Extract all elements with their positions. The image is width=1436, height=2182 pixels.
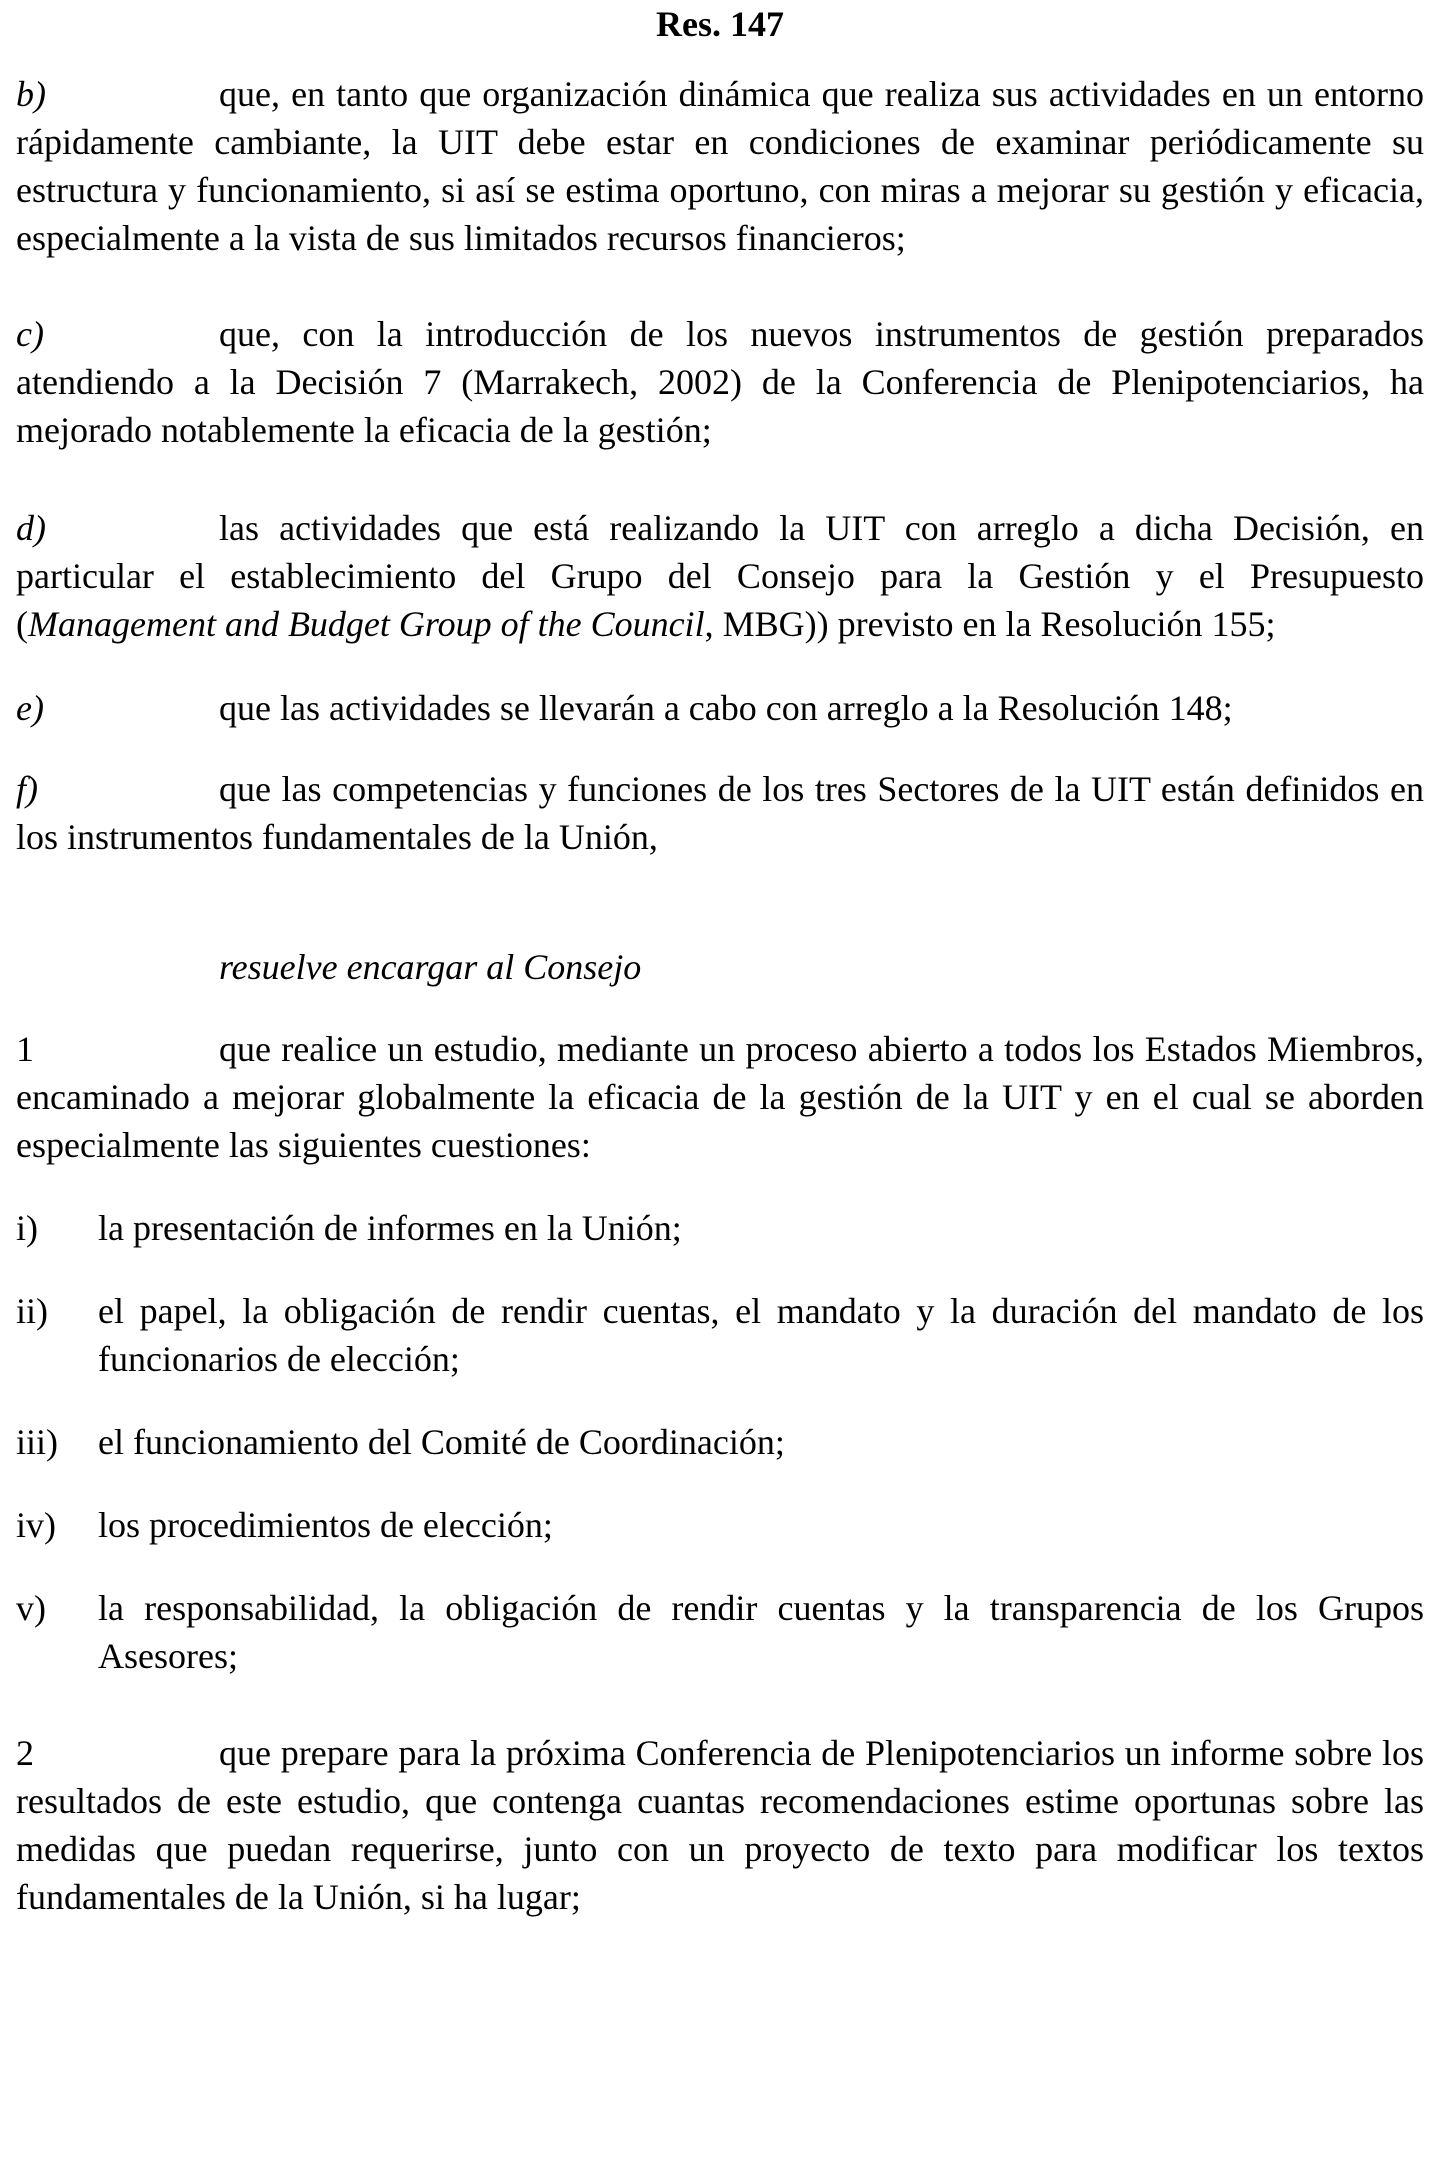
issue-number: v) [16, 1588, 46, 1628]
issue-item-ii [16, 1287, 1424, 1383]
issues-list [16, 1204, 1424, 1680]
considering-c-text: que, con la introducción de los nuevos instrumentos de gestión preparados atendiendo a la Decisión 7 (Marrakech, 2002) de la Conferencia de Plenipotenciarios, ha mejorado notablemente la eficacia de la gestión; [16, 314, 1424, 450]
considering-d [16, 504, 1424, 648]
considering-d-text-italic: Management and Budget Group of the Council [28, 604, 705, 644]
resolves-1 [16, 1025, 1424, 1169]
issue-number: iii) [16, 1422, 58, 1462]
considering-e-text: que las actividades se llevarán a cabo con arreglo a la Resolución 148; [219, 688, 1233, 728]
considering-f [16, 765, 1424, 861]
document-page [16, 0, 1424, 1921]
resolves-1-text: que realice un estudio, mediante un proceso abierto a todos los Estados Miembros, encaminado a mejorar globalmente la eficacia de la gestión de la UIT y en el cual se aborden especialmente las siguientes cuestiones: [16, 1029, 1424, 1165]
resolves-2-text: que prepare para la próxima Conferencia de Plenipotenciarios un informe sobre los resultados de este estudio, que contenga cuantas recomendaciones estime oportunas sobre las medidas que puedan requerirse, junto con un proyecto de texto para modificar los textos fundamentales de la Unión, si ha lugar; [16, 1733, 1424, 1917]
considering-e-label: e) [16, 688, 44, 728]
considering-f-text: que las competencias y funciones de los tres Sectores de la UIT están definidos en los instrumentos fundamentales de la Unión, [16, 769, 1424, 857]
considering-d-text-after: , MBG)) previsto en la Resolución 155; [704, 604, 1276, 644]
issue-item-v [16, 1584, 1424, 1680]
considering-e [16, 684, 1424, 732]
issue-item-iv [16, 1501, 1424, 1549]
issue-text: el papel, la obligación de rendir cuentas, el mandato y la duración del mandato de los funcionarios de elección; [98, 1291, 1424, 1379]
considering-c [16, 310, 1424, 454]
resolves-heading: resuelve encargar al Consejo [219, 947, 642, 987]
considering-d-label: d) [16, 508, 46, 548]
resolution-number: Res. 147 [656, 4, 784, 44]
considering-b-label: b) [16, 74, 46, 114]
considering-b [16, 70, 1424, 262]
issue-item-i [16, 1204, 1424, 1252]
issue-number: iv) [16, 1505, 56, 1545]
issue-item-iii [16, 1418, 1424, 1466]
considering-b-text: que, en tanto que organización dinámica que realiza sus actividades en un entorno rápidamente cambiante, la UIT debe estar en condiciones de examinar periódicamente su estructura y funcionamiento, si así se estima oportuno, con miras a mejorar su gestión y eficacia, especialmente a la vista de sus limitados recursos financieros; [16, 74, 1424, 258]
resolves-2-label: 2 [16, 1733, 34, 1773]
issue-text: la responsabilidad, la obligación de rendir cuentas y la transparencia de los Grupos Asesores; [98, 1588, 1424, 1676]
issue-number: i) [16, 1208, 38, 1248]
issue-text: los procedimientos de elección; [98, 1505, 553, 1545]
issue-number: ii) [16, 1291, 48, 1331]
considering-d-text-before: las actividades que está realizando la UIT con arreglo a dicha Decisión, en particular el establecimiento del Grupo del Consejo para la Gestión y el Presupuesto ( [16, 508, 1424, 644]
resolves-2 [16, 1729, 1424, 1921]
resolves-1-label: 1 [16, 1029, 34, 1069]
considering-c-label: c) [16, 314, 44, 354]
issue-text: la presentación de informes en la Unión; [98, 1208, 682, 1248]
considering-f-label: f) [16, 769, 38, 809]
issue-text: el funcionamiento del Comité de Coordinación; [98, 1422, 785, 1462]
